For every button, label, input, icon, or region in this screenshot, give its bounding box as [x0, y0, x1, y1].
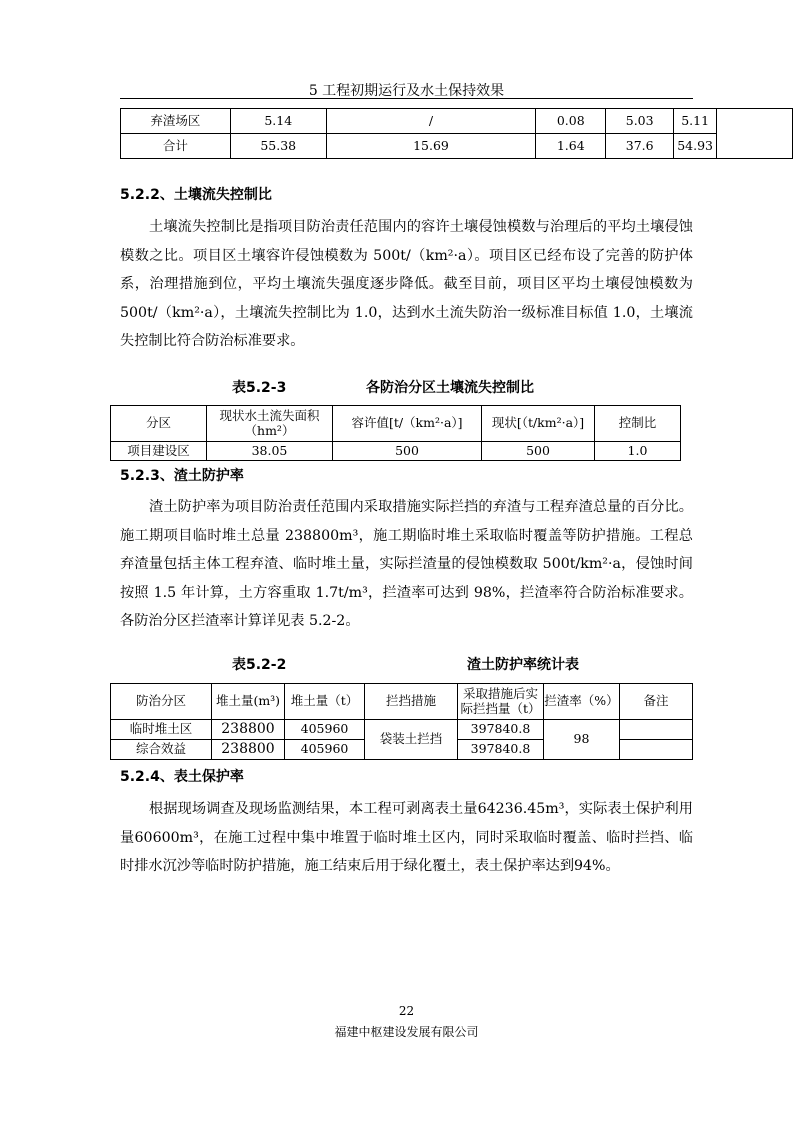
- table-cell: 15.69: [326, 134, 536, 159]
- section-heading: 5.2.2、土壤流失控制比: [120, 187, 272, 203]
- section-heading: 5.2.4、表土保护率: [120, 769, 244, 785]
- table-cell: 54.93: [674, 134, 717, 159]
- table-cell: 1.64: [536, 134, 606, 159]
- table-cell: 弃渣场区: [121, 109, 231, 134]
- table-cell: 37.6: [606, 134, 674, 159]
- table-header: 拦挡措施: [365, 684, 458, 720]
- table-cell: 405960: [285, 740, 365, 760]
- table-header: 现状[（t/km²·a）]: [482, 406, 595, 442]
- table-header: 现状水土流失面积（hm²）: [207, 406, 333, 442]
- table-cell: 5.11: [674, 109, 717, 134]
- spoil-protection-table: [110, 683, 693, 760]
- table-title: 渣土防护率统计表: [467, 657, 579, 673]
- table-header: 采取措施后实际拦挡量（t）: [458, 684, 544, 720]
- table-number: 表5.2-2: [232, 657, 287, 673]
- table-cell: 98: [544, 720, 620, 760]
- table-cell-empty: [620, 740, 693, 760]
- table-cell: 合计: [121, 134, 231, 159]
- paragraph-text: 渣土防护率为项目防治责任范围内采取措施实际拦挡的弃渣与工程弃渣总量的百分比。施工期项目临时堆土总量 238800m³，施工期临时堆土采取临时覆盖等防护措施。工程总弃渣量包括主体工程弃渣、临时堆土量，实际拦渣量的侵蚀模数取 500t/km²·a，侵蚀时间按照 1.5 年计算，土方容重取 1.7t/m³，拦渣率可达到 98%，拦渣率符合防治标准要求。各防治分区拦渣率计算详见表 5.2-2。: [120, 499, 693, 629]
- table-header: 堆土量(m³): [212, 684, 285, 720]
- table-cell: 袋装土拦挡: [365, 720, 458, 760]
- table-header: 容许值[t/（km²·a）]: [333, 406, 482, 442]
- table-cell: 500: [333, 442, 482, 461]
- paragraph: [120, 493, 693, 636]
- table-header: 防治分区: [111, 684, 212, 720]
- company-name: 福建中枢建设发展有限公司: [334, 1025, 479, 1039]
- table-number: 表5.2-3: [232, 380, 287, 396]
- paragraph: [120, 213, 693, 356]
- table-header: 分区: [111, 406, 207, 442]
- table-cell: 临时堆土区: [111, 720, 212, 740]
- table-cell: 238800: [212, 720, 285, 740]
- table-cell: 综合效益: [111, 740, 212, 760]
- paragraph: [120, 795, 693, 881]
- table-header: 控制比: [595, 406, 681, 442]
- table-cell: 397840.8: [458, 740, 544, 760]
- table-header: 拦渣率（%）: [544, 684, 620, 720]
- table-cell: 238800: [212, 740, 285, 760]
- table-header: 堆土量（t）: [285, 684, 365, 720]
- table-cell: 1.0: [595, 442, 681, 461]
- page-number: 22: [398, 1004, 415, 1018]
- continuation-table: [120, 108, 793, 159]
- header-rule: [120, 98, 693, 99]
- erosion-control-table: [110, 405, 681, 461]
- table-cell: 397840.8: [458, 720, 544, 740]
- table-cell: 项目建设区: [111, 442, 207, 461]
- table-cell: 5.14: [230, 109, 326, 134]
- table-cell-empty: [620, 720, 693, 740]
- paragraph-text: 土壤流失控制比是指项目防治责任范围内的容许土壤侵蚀模数与治理后的平均土壤侵蚀模数之比。项目区土壤容许侵蚀模数为 500t/（km²·a）。项目区已经布设了完善的防护体系，治理措施到位，平均土壤流失强度逐步降低。截至目前，项目区平均土壤侵蚀模数为 500t/（km²·a），土壤流失控制比为 1.0，达到水土流失防治一级标准目标值 1.0，土壤流失控制比符合防治标准要求。: [120, 219, 693, 349]
- table-cell: 38.05: [207, 442, 333, 461]
- section-heading: 5.2.3、渣土防护率: [120, 468, 244, 484]
- paragraph-text: 根据现场调查及现场监测结果，本工程可剥离表土量64236.45m³，实际表土保护利用量60600m³，在施工过程中集中堆置于临时堆土区内，同时采取临时覆盖、临时拦挡、临时排水沉沙等临时防护措施，施工结束后用于绿化覆土，表土保护率达到94%。: [120, 801, 693, 874]
- table-cell: 0.08: [536, 109, 606, 134]
- table-cell: 5.03: [606, 109, 674, 134]
- table-header: 备注: [620, 684, 693, 720]
- table-cell: 55.38: [230, 134, 326, 159]
- table-cell: 500: [482, 442, 595, 461]
- running-header: 5 工程初期运行及水土保持效果: [308, 83, 505, 99]
- table-cell-empty: [717, 109, 793, 159]
- table-cell: /: [326, 109, 536, 134]
- table-title: 各防治分区土壤流失控制比: [366, 380, 534, 396]
- table-cell: 405960: [285, 720, 365, 740]
